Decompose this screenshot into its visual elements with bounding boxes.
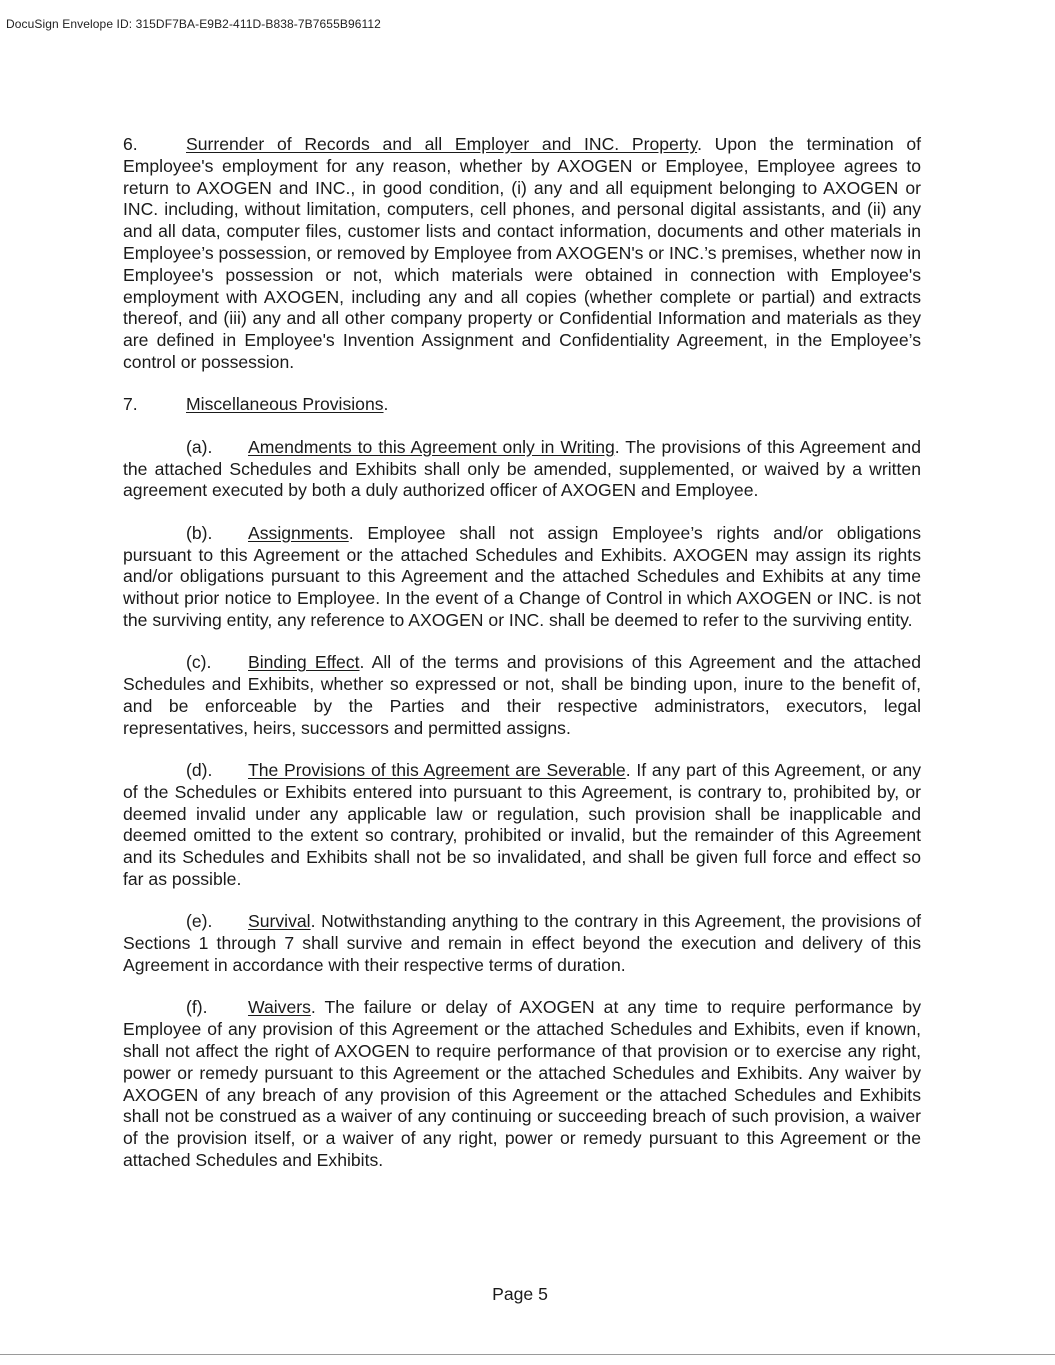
subsection-text: . Employee shall not assign Employee’s rights and/or obligations pursuant to this Agreement or the attached Schedules and Exhibits. AXOGEN may assign its rights and/or obligations pursuant to this Agreement and the attached Schedules and Exhibits at any time without prior notice to Employee. In the event of a Change of Control in which AXOGEN or INC. is not the surviving entity, any reference to AXOGEN or INC. shall be deemed to refer to the surviving entity. [123,522,921,630]
bottom-divider [0,1354,1055,1355]
subsection-text: . If any part of this Agreement, or any of the Schedules or Exhibits entered into pursuant to this Agreement, is contrary to, prohibited by, or deemed invalid under any applicable law or regulation, such provision shall be inapplicable and deemed omitted to the extent so contrary, prohibited or invalid, but the remainder of this Agreement and its Schedules and Exhibits shall not be so invalidated, and shall be given full force and effect so far as possible. [123,760,921,890]
subsection-heading: Assignments [248,522,349,543]
section-text: . [383,394,389,415]
subsection-d [123,760,921,891]
subsection-label: (d). [186,760,213,781]
section-heading: Miscellaneous Provisions [186,394,384,415]
subsection-text: . The failure or delay of AXOGEN at any time to require performance by Employee of any provision of this Agreement or the attached Schedules and Exhibits, even if known, shall not affect the right of AXOGEN to require performance of that provision or to exercise any right, power or remedy pursuant to this Agreement or the attached Schedules and Exhibits. Any waiver by AXOGEN of any breach of any provision of this Agreement or the attached Schedules and Exhibits shall not be construed as a waiver of any continuing or succeeding breach of such provision, a waiver of the provision itself, or a waiver of any right, power or remedy pursuant to this Agreement or the attached Schedules and Exhibits. [123,997,921,1171]
document-body [123,134,921,1192]
page-number: Page 5 [492,1284,548,1304]
section-6 [123,134,921,374]
section-heading: Surrender of Records and all Employer and INC. Property [186,134,698,154]
subsection-heading: Amendments to this Agreement only in Writing [248,436,615,457]
subsection-heading: Survival [248,911,311,932]
subsection-text: . All of the terms and provisions of this Agreement and the attached Schedules and Exhibits, whether so expressed or not, shall be binding upon, inure to the benefit of, and be enforceable by the Parties and their respective administrators, executors, legal representatives, heirs, successors and permitted assigns. [123,652,921,738]
subsection-label: (c). [186,652,212,673]
subsection-heading: Waivers [248,997,311,1018]
subsection-text: . The provisions of this Agreement and the attached Schedules and Exhibits shall only be amended, supplemented, or waived by a written agreement executed by both a duly authorized officer of AXOGEN and Employee. [123,436,921,501]
subsection-heading: The Provisions of this Agreement are Severable [248,760,626,781]
subsection-a [123,437,921,502]
section-number: 6. [123,134,138,154]
section-number: 7. [123,394,138,415]
subsection-c [123,652,921,739]
section-text: . Upon the termination of Employee's employment for any reason, whether by AXOGEN or Employee, Employee agrees to return to AXOGEN and INC., in good condition, (i) any and all equipment belonging to AXOGEN or INC. including, without limitation, computers, cell phones, and personal digital assistants, and (ii) any and all data, computer files, customer lists and contact information, documents and other materials in Employee’s possession, or removed by Employee from AXOGEN's or INC.’s premises, whether now in Employee's possession or not, which materials were obtained in connection with Employee's employment with AXOGEN, including any and all copies (whether complete or partial) and extracts thereof, and (iii) any and all other company property or Confidential Information and materials as they are defined in Employee's Invention Assignment and Confidentiality Agreement, in the Employee’s control or possession. [123,134,921,372]
subsection-label: (e). [186,911,213,932]
docusign-envelope-id: DocuSign Envelope ID: 315DF7BA-E9B2-411D-B838-7B7655B96112 [6,17,381,31]
subsection-label: (b). [186,522,213,543]
subsection-f [123,997,921,1171]
subsection-label: (f). [186,997,208,1018]
subsection-b [123,523,921,632]
subsection-e [123,911,921,976]
section-7 [123,394,921,416]
subsection-text: . Notwithstanding anything to the contrary in this Agreement, the provisions of Sections 1 through 7 shall survive and remain in effect beyond the execution and delivery of this Agreement in accordance with their respective terms of duration. [123,911,921,976]
subsection-heading: Binding Effect [248,652,360,673]
subsection-label: (a). [186,436,213,457]
